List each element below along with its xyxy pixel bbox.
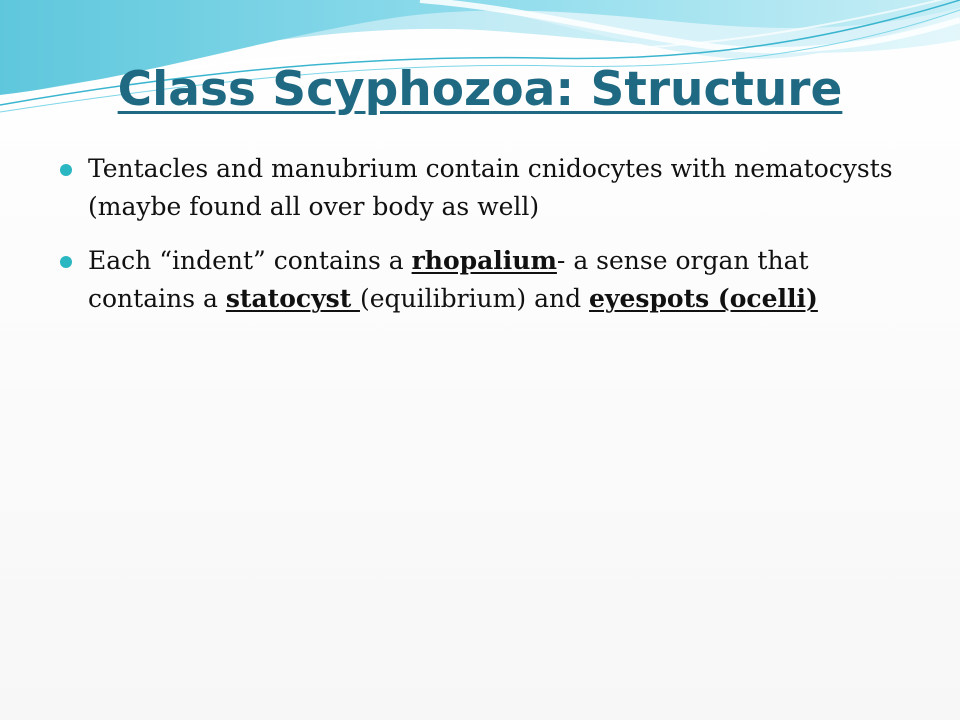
bullet-text-part: Each “indent” contains a: [88, 246, 412, 275]
bullet-text-part: (equilibrium) and: [359, 284, 590, 313]
slide-title: Class Scyphozoa: Structure: [117, 62, 843, 117]
bullet-list: [60, 150, 910, 334]
bullet-text: Tentacles and manubrium contain cnidocytes with nematocysts (maybe found all over body as well): [88, 154, 893, 221]
bullet-dot-icon: [60, 164, 72, 176]
term-eyespots: eyespots (ocelli): [589, 284, 818, 313]
bullet-item: [60, 150, 910, 226]
bullet-item: [60, 242, 910, 318]
term-statocyst: statocyst: [225, 284, 360, 313]
bullet-dot-icon: [60, 256, 72, 268]
term-rhopalium: rhopalium: [411, 246, 557, 275]
bullet-text-part: - a sense organ that contains a: [88, 246, 809, 313]
